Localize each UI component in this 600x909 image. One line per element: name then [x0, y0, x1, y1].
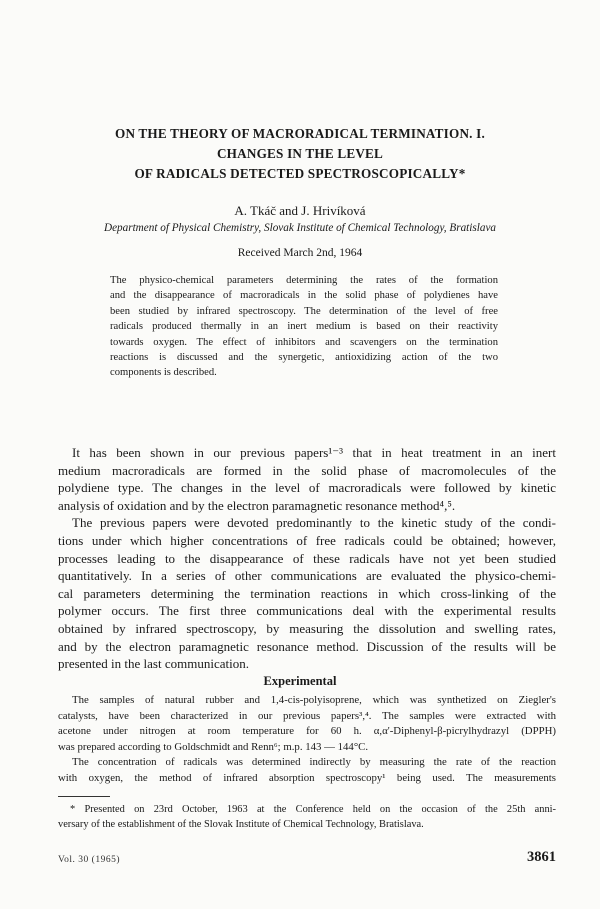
abstract-line: reactions is discussed and the synergetic, antioxidizing action of the two: [110, 352, 498, 364]
abstract-line: radicals produced thermally in an inert medium is based on their reactivity: [110, 321, 498, 333]
abstract-line: towards oxygen. The effect of inhibitors and scavengers on the termination: [110, 336, 498, 348]
body-line: polymer occurs. The first three communications deal with the experimental results: [58, 603, 556, 619]
footnote-line: * Presented on 23rd October, 1963 at the Conference held on the occasion of the 25th anni-: [70, 804, 556, 815]
body-line: tions under which higher concentrations of free radicals could be obtained; however,: [58, 532, 556, 548]
experimental-line: catalysts, have been characterized in our previous papers³,⁴. The samples were extracted with: [58, 709, 556, 722]
body-line: analysis of oxidation and by the electron paramagnetic resonance method⁴,⁵.: [58, 497, 456, 513]
page-number: 3861: [527, 849, 556, 865]
abstract-line: components is described.: [110, 367, 217, 379]
experimental-line: The concentration of radicals was determined indirectly by measuring the rate of the reaction: [72, 756, 556, 769]
title-line: CHANGES IN THE LEVEL: [216, 146, 384, 161]
experimental-line: was prepared according to Goldschmidt and Renn⁶; m.p. 143 — 144°C.: [58, 740, 369, 753]
section-heading-experimental: Experimental: [263, 674, 337, 688]
abstract: [110, 273, 498, 381]
paper-title: [60, 124, 540, 184]
journal-reference: Vol. 30 (1965): [58, 855, 120, 865]
affiliation: Department of Physical Chemistry, Slovak Institute of Chemical Technology, Bratislava: [103, 222, 497, 234]
received-date: Received March 2nd, 1964: [237, 247, 363, 259]
body-line: It has been shown in our previous papers¹⁻³ that in heat treatment in an inert: [72, 445, 556, 460]
footnote: [58, 802, 556, 832]
authors: A. Tkáč and J. Hrivíková: [234, 203, 366, 218]
experimental-line: The samples of natural rubber and 1,4-cis-polyisoprene, which was synthetized on Ziegler's: [72, 694, 556, 706]
abstract-line: and the disappearance of macroradicals in the solid phase of polydienes have: [110, 290, 498, 302]
title-line: ON THE THEORY OF MACRORADICAL TERMINATION. I.: [114, 126, 485, 141]
experimental-line: acetone under nitrogen at room temperature for 60 h. α,α'-Diphenyl-β-picrylhydrazyl (DPPH): [58, 725, 556, 738]
body-line: quantitatively. In a series of other communications are evaluated the physico-chemi-: [58, 568, 556, 584]
footnote-line: versary of the establishment of the Slovak Institute of Chemical Technology, Bratislava.: [58, 819, 424, 830]
body-line: presented in the last communication.: [58, 656, 249, 672]
body-line: polydiene type. The changes in the level of macroradicals were followed by kinetic: [58, 480, 556, 496]
body-line: and by the electron paramagnetic resonance method. Discussion of the results will be: [58, 638, 556, 654]
body-line: processes leading to the disappearance of these radicals have not yet been studied: [58, 550, 556, 566]
body-line: medium macroradicals are formed in the solid phase of macromolecules of the: [58, 462, 556, 478]
footnote-divider: [58, 796, 110, 797]
experimental-text: [58, 693, 556, 787]
body-line: The previous papers were devoted predominantly to the kinetic study of the condi-: [72, 515, 556, 531]
body-line: obtained by infrared spectroscopy, by measuring the dissolution and swelling rates,: [58, 620, 556, 636]
body-line: cal parameters determining the termination reactions in which cross-linking of the: [58, 585, 556, 601]
introduction-text: [58, 444, 556, 673]
experimental-line: with oxygen, the method of infrared absorption spectroscopy¹ being used. The measurements: [58, 771, 556, 784]
title-line: OF RADICALS DETECTED SPECTROSCOPICALLY*: [134, 166, 466, 181]
abstract-line: The physico-chemical parameters determining the rates of the formation: [110, 275, 498, 286]
abstract-line: been studied by infrared spectroscopy. The determination of the level of free: [110, 305, 498, 317]
